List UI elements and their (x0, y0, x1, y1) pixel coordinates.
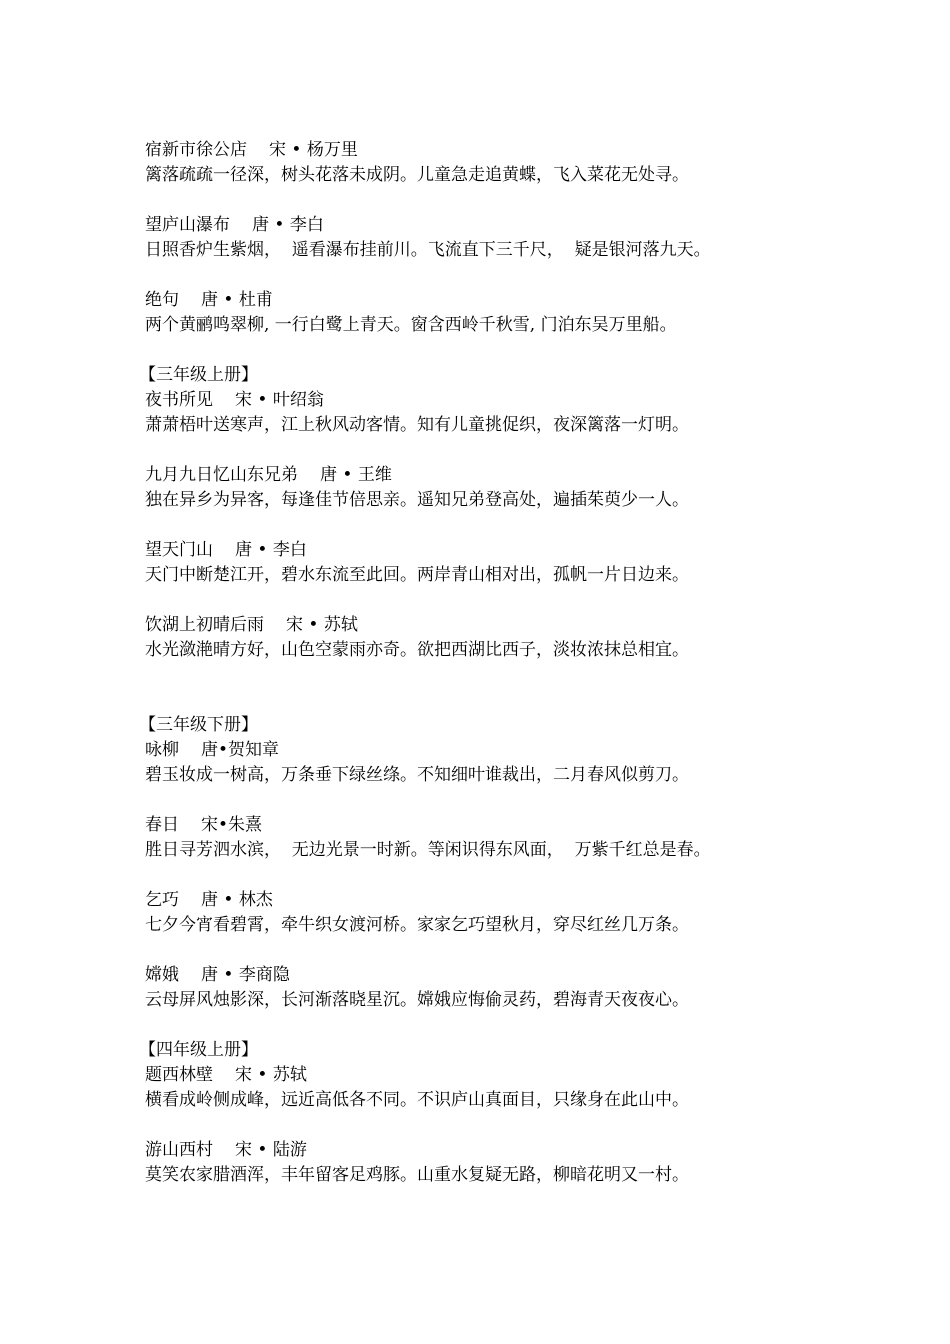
poem-title-line (145, 388, 905, 413)
poem-text: 天门中断楚江开，碧水东流至此回。两岸青山相对出，孤帆一片日边来。 (145, 565, 689, 585)
poem (145, 388, 905, 438)
section-heading: 【四年级上册】 (139, 1040, 258, 1060)
poem-title: 绝句 (145, 290, 179, 310)
section-heading: 【三年级上册】 (139, 365, 258, 385)
poem-title-line (145, 138, 905, 163)
poem-text: 莫笑农家腊酒浑，丰年留客足鸡豚。山重水复疑无路，柳暗花明又一村。 (145, 1165, 689, 1185)
poem-title: 题西林壁 (145, 1065, 213, 1085)
section-heading: 【三年级下册】 (139, 715, 258, 735)
poem (145, 888, 905, 938)
poem-title: 宿新市徐公店 (145, 140, 247, 160)
poem-title: 望天门山 (145, 540, 213, 560)
poem-title-line (145, 463, 905, 488)
poem-title-line (145, 538, 905, 563)
poem-author: 唐 • 李白 (252, 215, 324, 235)
poem-title-line (145, 288, 905, 313)
poem-author: 宋 • 苏轼 (286, 615, 358, 635)
poem (145, 963, 905, 1013)
poem-title-line (145, 738, 905, 763)
poem (145, 813, 905, 863)
document-page (139, 138, 905, 1188)
poem-title: 望庐山瀑布 (145, 215, 230, 235)
poem-text: 七夕今宵看碧霄，牵牛织女渡河桥。家家乞巧望秋月，穿尽红丝几万条。 (145, 915, 689, 935)
poem-author: 宋 • 叶绍翁 (235, 390, 324, 410)
poem-title-line (145, 813, 905, 838)
poem-author: 宋 • 陆游 (235, 1140, 307, 1160)
poem (145, 1138, 905, 1188)
poem-title: 乞巧 (145, 890, 179, 910)
poem-title-line (145, 213, 905, 238)
poem-author: 唐 • 杜甫 (201, 290, 273, 310)
poem-text: 水光潋滟晴方好，山色空蒙雨亦奇。欲把西湖比西子，淡妆浓抹总相宜。 (145, 640, 689, 660)
poem (145, 213, 905, 263)
poem-title-line (145, 963, 905, 988)
poem-title: 嫦娥 (145, 965, 179, 985)
poem (145, 1063, 905, 1113)
poem-text: 日照香炉生紫烟， 遥看瀑布挂前川。飞流直下三千尺， 疑是银河落九天。 (145, 240, 711, 260)
poem (145, 288, 905, 338)
poem-text: 萧萧梧叶送寒声，江上秋风动客情。知有儿童挑促织，夜深篱落一灯明。 (145, 415, 689, 435)
poem-text: 篱落疏疏一径深，树头花落未成阴。儿童急走追黄蝶，飞入菜花无处寻。 (145, 165, 689, 185)
poem-text: 横看成岭侧成峰，远近高低各不同。不识庐山真面目，只缘身在此山中。 (145, 1090, 689, 1110)
poem-text: 胜日寻芳泗水滨， 无边光景一时新。等闲识得东风面， 万紫千红总是春。 (145, 840, 711, 860)
poem-author: 唐•贺知章 (201, 740, 280, 760)
poem (145, 538, 905, 588)
poem (145, 463, 905, 513)
poem-title: 九月九日忆山东兄弟 (145, 465, 298, 485)
poem-title: 游山西村 (145, 1140, 213, 1160)
poem-text: 独在异乡为异客，每逢佳节倍思亲。遥知兄弟登高处，遍插茱萸少一人。 (145, 490, 689, 510)
poem-author: 唐 • 林杰 (201, 890, 273, 910)
poem (145, 738, 905, 788)
poem-text: 碧玉妆成一树高，万条垂下绿丝绦。不知细叶谁裁出，二月春风似剪刀。 (145, 765, 689, 785)
poem-author: 宋•朱熹 (201, 815, 263, 835)
poem-author: 宋 • 杨万里 (269, 140, 358, 160)
poem-title-line (145, 1063, 905, 1088)
poem-author: 宋 • 苏轼 (235, 1065, 307, 1085)
poem (145, 613, 905, 663)
poem-title: 春日 (145, 815, 179, 835)
poem-title: 夜书所见 (145, 390, 213, 410)
poem-text: 云母屏风烛影深，长河渐落晓星沉。嫦娥应悔偷灵药，碧海青天夜夜心。 (145, 990, 689, 1010)
poem-text: 两个黄鹂鸣翠柳, 一行白鹭上青天。窗含西岭千秋雪, 门泊东吴万里船。 (145, 315, 677, 335)
poem-author: 唐 • 王维 (320, 465, 392, 485)
poem-title-line (145, 888, 905, 913)
poem-title: 饮湖上初晴后雨 (145, 615, 264, 635)
poem-author: 唐 • 李白 (235, 540, 307, 560)
poem-title-line (145, 1138, 905, 1163)
poem-author: 唐 • 李商隐 (201, 965, 290, 985)
poem-title: 咏柳 (145, 740, 179, 760)
poem-title-line (145, 613, 905, 638)
poem (145, 138, 905, 188)
